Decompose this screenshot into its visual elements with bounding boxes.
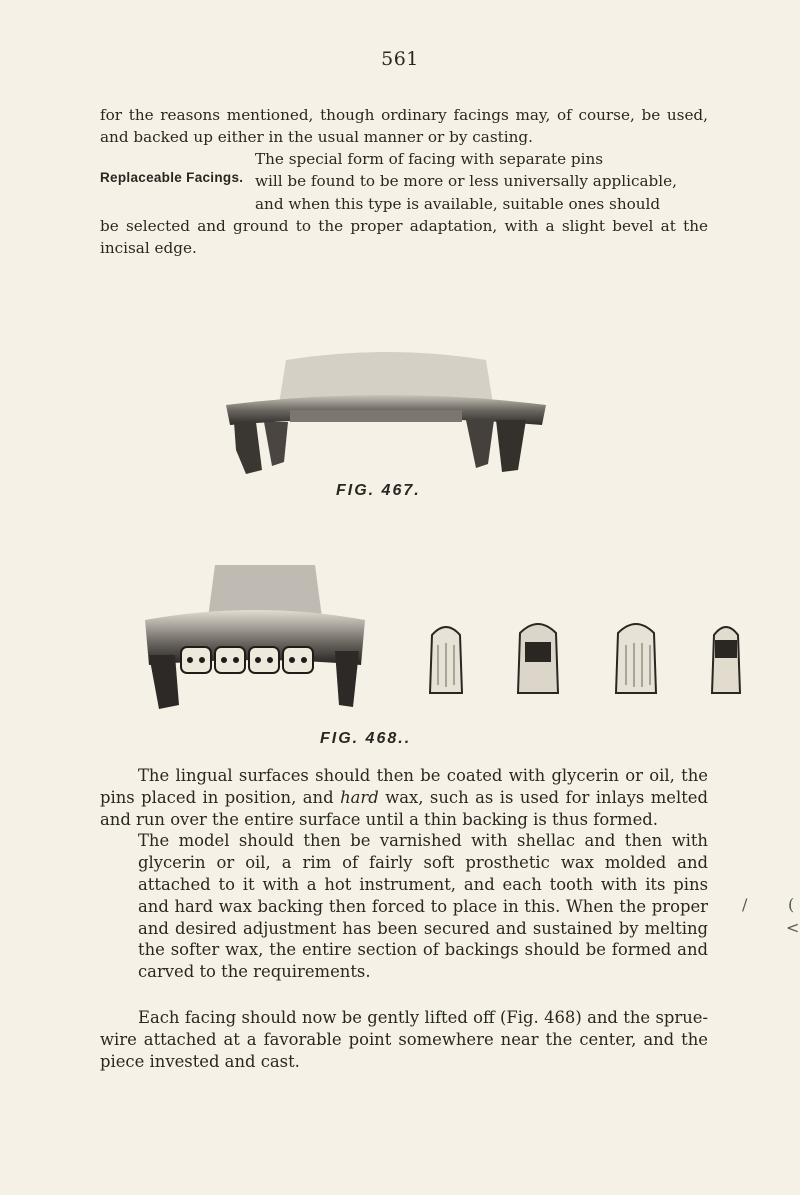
figure-467-teeth-illustration	[226, 350, 546, 475]
paragraph-line: and when this type is available, suitable ones should	[255, 194, 661, 213]
paragraph-replaceable-facings	[100, 148, 708, 259]
margin-mark: <	[786, 918, 800, 937]
paragraph-text: The model should then be varnished with shellac and then with glycerin or oil, a rim of fairly soft prosthetic wax molded and attached to it with a hot instrument, and each tooth with its pins and hard wax backing then forced to place in this. When the proper and desired adjustment has been secured and sustained by melting the softer wax, the entire section of backings should be formed and carved to the requirements.	[138, 831, 708, 982]
figure-468-caption: FIG. 468..	[320, 730, 412, 747]
paragraph-line: be selected and ground to the proper adaptation, with a slight bevel at the incisal edge.	[100, 216, 708, 258]
page-number: 561	[381, 48, 419, 70]
paragraph-text: wax, such as is used for inlays melted and run over the entire surface until a thin backing is thus formed.	[100, 787, 708, 829]
margin-mark: /	[742, 895, 748, 914]
figure-467-caption: FIG. 467.	[336, 482, 421, 499]
margin-mark: (	[788, 895, 795, 914]
paragraph-lingual-surfaces	[100, 765, 708, 983]
paragraph-line: The special form of facing with separate pins	[255, 150, 604, 168]
emphasis-hard: hard	[340, 787, 379, 807]
paragraph-intro: for the reasons mentioned, though ordinary facings may, of course, be used, and backed up either in the usual manner or by casting.	[100, 106, 708, 147]
paragraph-line: will be found to be more or less universally applicable,	[255, 172, 677, 191]
figure-468-facings-illustration	[420, 615, 760, 695]
paragraph-each-facing	[100, 1007, 708, 1072]
side-heading: Replaceable Facings.	[100, 170, 244, 185]
figure-468-model-illustration	[145, 565, 365, 710]
paragraph-text: The lingual surfaces should then be coated with glycerin or oil, the pins placed in position, and	[100, 766, 708, 807]
paragraph-text: Each facing should now be gently lifted off (Fig. 468) and the sprue-wire attached at a favorable point somewhere near the center, and the piece invested and cast.	[100, 1008, 708, 1071]
